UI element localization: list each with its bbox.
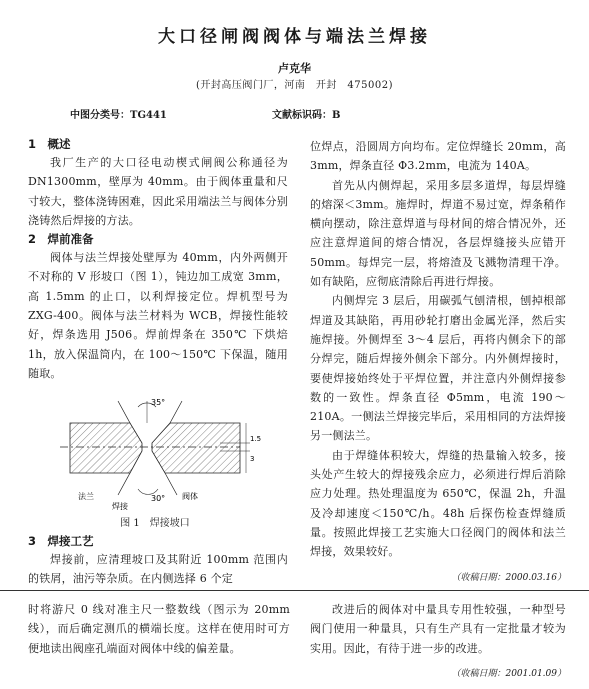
section-3-paragraph: 焊接前，应清理坡口及其附近 100mm 范围内的铁屑，油污等杂质。在内侧选择 6 个定 xyxy=(28,553,288,586)
flange-label: 法兰 xyxy=(78,492,94,501)
top-bevel-line-left xyxy=(118,401,130,423)
dim-b-label: 3 xyxy=(250,455,255,463)
flange-section xyxy=(70,423,142,473)
right-paragraph-2: 首先从内侧焊起，采用多层多道焊，每层焊缝的熔深＜3mm。施焊时，焊道不易过宽，焊条稍作横向摆动，除注意焊道与母材间的熔合情况外，还应注意焊道间的熔合情况，各层焊缝接头应错开 50mm。每焊完一层，将熔渣及飞溅物清理干净。如有缺陷，应彻底清除后再进行焊接。 xyxy=(310,178,566,289)
section-1-heading: 1 概述 xyxy=(28,137,71,151)
author-name: 卢克华 xyxy=(278,62,311,75)
bottom-left-text xyxy=(28,600,290,658)
section-2-body xyxy=(28,248,288,383)
received-date-2: （收稿日期：2001.01.09） xyxy=(451,669,566,679)
document-code: 文献标识码：B xyxy=(272,110,341,121)
section-2-paragraph: 阀体与法兰焊接处壁厚为 40mm，内外两侧开不对称的 V 形坡口（图 1），钝边加工成宽 3mm，高 1.5mm 的止口，以利焊接定位。焊机型号为 ZXG-400。阀体与法兰材料为 WCB，焊接性能较好，焊条选用 J506。焊前焊条在 350℃ 下烘焙 1h，放入保温筒内，在 100～150℃ 下保温，随用随取。 xyxy=(28,251,288,380)
section-2-heading: 2 焊前准备 xyxy=(28,232,94,247)
angle-bottom-label: 30° xyxy=(151,494,166,503)
section-3 xyxy=(28,533,288,589)
bottom-right-paragraph: 改进后的阀体对中量具专用性较强，一种型号阀门使用一种量具，只有生产具有一定批量才较为实用。因此，有待于进一步的改进。 xyxy=(310,603,566,655)
body-label: 阀体 xyxy=(182,492,198,501)
bottom-left-paragraph: 时将游尺 0 线对准主尺一整数线（图示为 20mm 线），而后确定测爪的横端长度。这样在使用时可方便地读出阀座孔端面对阀体中线的偏差量。 xyxy=(28,603,290,655)
dim-a-label: 1.5 xyxy=(250,435,262,443)
top-bevel-line-right xyxy=(170,401,182,423)
section-1-body xyxy=(28,153,288,230)
bottom-right-text xyxy=(310,600,566,658)
bottom-bevel-line-left xyxy=(118,473,130,495)
section-3-heading: 3 焊接工艺 xyxy=(28,534,94,548)
section-1-paragraph: 我厂生产的大口径电动楔式闸阀公称通径为 DN1300mm，壁厚为 40mm。由于阀体重量和尺寸较大，整体浇铸困难，因此采用端法兰与阀体分别浇铸然后焊接的方法。 xyxy=(28,156,288,227)
angle-top-label: 35° xyxy=(151,398,166,407)
classification-number: 中图分类号：TG441 xyxy=(70,110,167,121)
left-column xyxy=(28,136,288,383)
right-paragraph-3: 内侧焊完 3 层后，用碳弧气刨清根，刨掉根部焊道及其缺陷，再用砂轮打磨出金属光泽，然后实施焊接。外侧焊至 3～4 层后，再将内侧余下的部分焊完，随后焊接外侧余下部分。内外侧焊接时，要使焊接始终处于平焊位置，并注意内外侧焊接参数的一致性。焊条直径 Φ5mm，电流 190～210A。一侧法兰焊接完毕后，采用相同的方法焊接另一侧法兰。 xyxy=(310,294,566,443)
right-paragraph-4: 由于焊缝体积较大，焊缝的热量输入较多，接头处产生较大的焊接残余应力，必须进行焊后消除应力处理。热处理温度为 650℃，保温 2h，升温及冷却速度＜150℃/h。48h 后探伤检查焊缝质量。按照此焊接工艺实施大口径阀门的阀体和法兰焊接，效果较好。 xyxy=(310,448,566,559)
received-date-1: （收稿日期：2000.03.16） xyxy=(451,573,566,583)
section-divider xyxy=(0,590,589,591)
author-affiliation: (开封高压阀门厂，河南 开封 475002) xyxy=(196,80,393,91)
weld-groove-figure xyxy=(50,395,260,510)
article-title: 大口径闸阀阀体与端法兰焊接 xyxy=(158,27,431,47)
bottom-bevel-line-right xyxy=(165,473,177,495)
valve-body-section xyxy=(152,423,240,473)
weld-label: 焊接 xyxy=(112,502,128,511)
figure-caption: 图 1 焊接坡口 xyxy=(120,518,190,529)
right-column xyxy=(310,137,566,562)
right-paragraph-1: 位焊点，沿圆周方向均布。定位焊缝长 20mm，高 3mm，焊条直径 Φ3.2mm，电流为 140A。 xyxy=(310,140,566,173)
section-3-body xyxy=(28,550,288,589)
